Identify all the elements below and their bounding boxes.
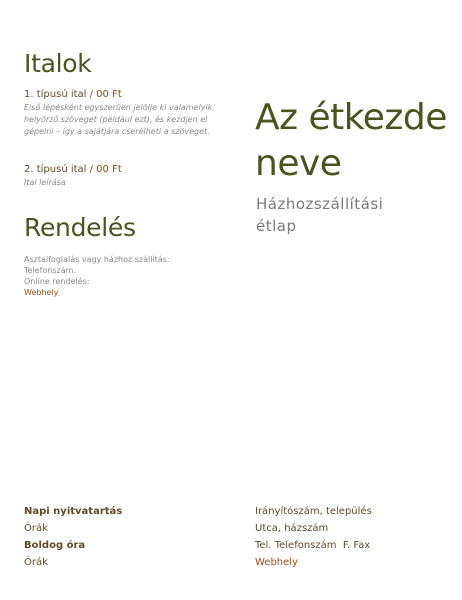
order-website-link[interactable]: Webhely	[24, 288, 59, 297]
address-contact	[255, 537, 455, 554]
order-phone: Telefonszám.	[24, 266, 76, 275]
restaurant-name-line2: neve	[255, 143, 342, 184]
menu-item-2	[24, 164, 224, 189]
menu-item-title	[24, 89, 224, 100]
address-street: Utca, házszám	[255, 523, 329, 534]
hours-value-daily: Órák	[24, 523, 48, 534]
menu-heading: Italok	[24, 49, 92, 78]
hours-value-happy: Órák	[24, 557, 48, 568]
menu-item-name: 1. típusú ital	[24, 89, 87, 100]
restaurant-title	[255, 95, 455, 187]
subtitle-line1: Házhozszállítási	[256, 195, 384, 213]
opening-hours	[24, 503, 224, 571]
fax-value: Fax	[353, 540, 371, 551]
order-heading: Rendelés	[24, 213, 136, 242]
order-reservation-label: Asztalfoglalás vagy házhoz szállítás:	[24, 255, 170, 264]
phone-label: Tel.	[255, 540, 272, 551]
subtitle-line2: étlap	[256, 217, 297, 235]
order-online-label: Online rendelés:	[24, 277, 90, 286]
restaurant-name-line1: Az étkezde	[255, 97, 447, 138]
address-city: Irányítószám, település	[255, 506, 372, 517]
menu-item-title	[24, 164, 224, 175]
menu-item-description: Ital leírása	[24, 178, 66, 187]
menu-item-price: / 00 Ft	[86, 164, 122, 175]
fax-label: F.	[342, 540, 351, 551]
address-block	[255, 503, 455, 571]
hours-label-daily: Napi nyitvatartás	[24, 506, 123, 517]
menu-item-1	[24, 89, 224, 138]
menu-item-price: / 00 Ft	[86, 89, 122, 100]
menu-item-description: Első lépésként egyszerűen jelölje ki valamelyik helyőrző szöveget (például ezt), és kezdjen el gépelni – így a sajátjára cserélheti a szöveget.	[24, 103, 213, 136]
menu-item-name: 2. típusú ital	[24, 164, 87, 175]
hours-label-happy: Boldog óra	[24, 540, 86, 551]
address-website-link[interactable]: Webhely	[255, 557, 298, 568]
phone-value: Telefonszám	[274, 540, 337, 551]
order-info	[24, 254, 224, 298]
menu-subtitle	[256, 193, 456, 237]
